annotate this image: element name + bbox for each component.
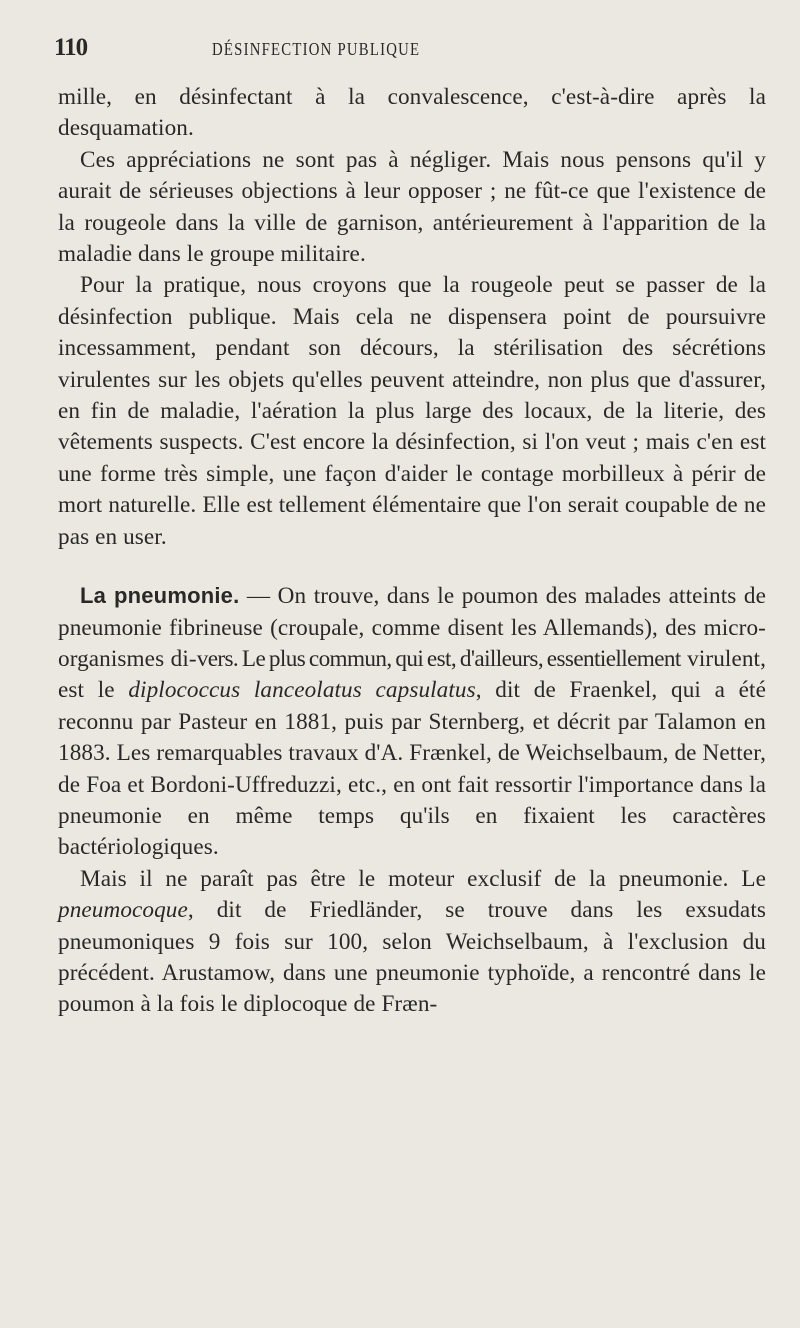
pneumonie-text-part-d: , dit de Fraenkel, qui a été reconnu par Pasteur en 1881, puis par Sternberg, et décrit par Talamon en 1883. Les remarquables travaux d'A. Frænkel, de Weichselbaum, de Netter, de Foa et Bordoni-Uffreduzzi, etc., en ont fait ressortir l'importance dans la pneumonie en même temps qu'ils en fixaient les caractères bactériologiques.: [58, 677, 766, 861]
paragraph-pneumonie: [58, 580, 766, 864]
running-title: DÉSINFECTION PUBLIQUE: [212, 39, 421, 59]
section-heading-pneumonie: La pneumonie.: [80, 583, 240, 609]
pneumonie-text-part-a: — On trouve, dans le poumon des malades atteints de pneumonie fibrineuse (croupale, comme disent les Allemands), des micro-organismes di-: [58, 583, 766, 672]
page-number: 110: [54, 34, 88, 61]
paragraph-pratique: Pour la pratique, nous croyons que la rougeole peut se passer de la désinfection publique. Mais cela ne dispensera point de poursuivre incessamment, pendant son décours, la stérilisation des sécrétions virulentes sur les objets qu'elles peuvent atteindre, non plus que d'assurer, en fin de maladie, l'aération la plus large des locaux, de la literie, des vêtements suspects. C'est encore la désinfection, si l'on veut ; mais c'en est une forme très simple, une façon d'aider le contage morbilleux à périr de mort naturelle. Elle est tellement élémentaire que l'on serait coupable de ne pas en user.: [58, 272, 766, 550]
running-head: [54, 26, 774, 66]
section-spacer: [58, 553, 766, 580]
body-text: [58, 82, 766, 1021]
species-name-italic: diplococcus lanceolatus capsulatus: [128, 677, 476, 704]
paragraph-moteur: [58, 864, 766, 1021]
pneumonie-text-part-b: vers. Le plus commun, qui est, d'ailleurs, essentiellement: [196, 645, 681, 672]
moteur-text-part-b: , dit de Friedländer, se trouve dans les exsudats pneumoniques 9 fois sur 100, selon Weichselbaum, à l'exclusion du précédent. Arustamow, dans une pneumonie typhoïde, a rencontré dans le poumon à la fois le diplocoque de Fræn-: [58, 897, 766, 1018]
paragraph-continuation: mille, en désinfectant à la convalescence, c'est-à-dire après la desquamation.: [58, 84, 766, 142]
moteur-text-part-a: Mais il ne paraît pas être le moteur exclusif de la pneumonie. Le: [80, 865, 766, 892]
pneumocoque-italic: pneumocoque: [58, 897, 188, 924]
paragraph-appreciations: Ces appréciations ne sont pas à négliger. Mais nous pensons qu'il y aurait de sérieuses objections à leur opposer ; ne fût-ce que l'existence de la rougeole dans la ville de garnison, antérieurement à l'apparition de la maladie dans le groupe militaire.: [58, 146, 766, 268]
pneumonie-text-part-c: virulent, est le: [58, 645, 766, 704]
